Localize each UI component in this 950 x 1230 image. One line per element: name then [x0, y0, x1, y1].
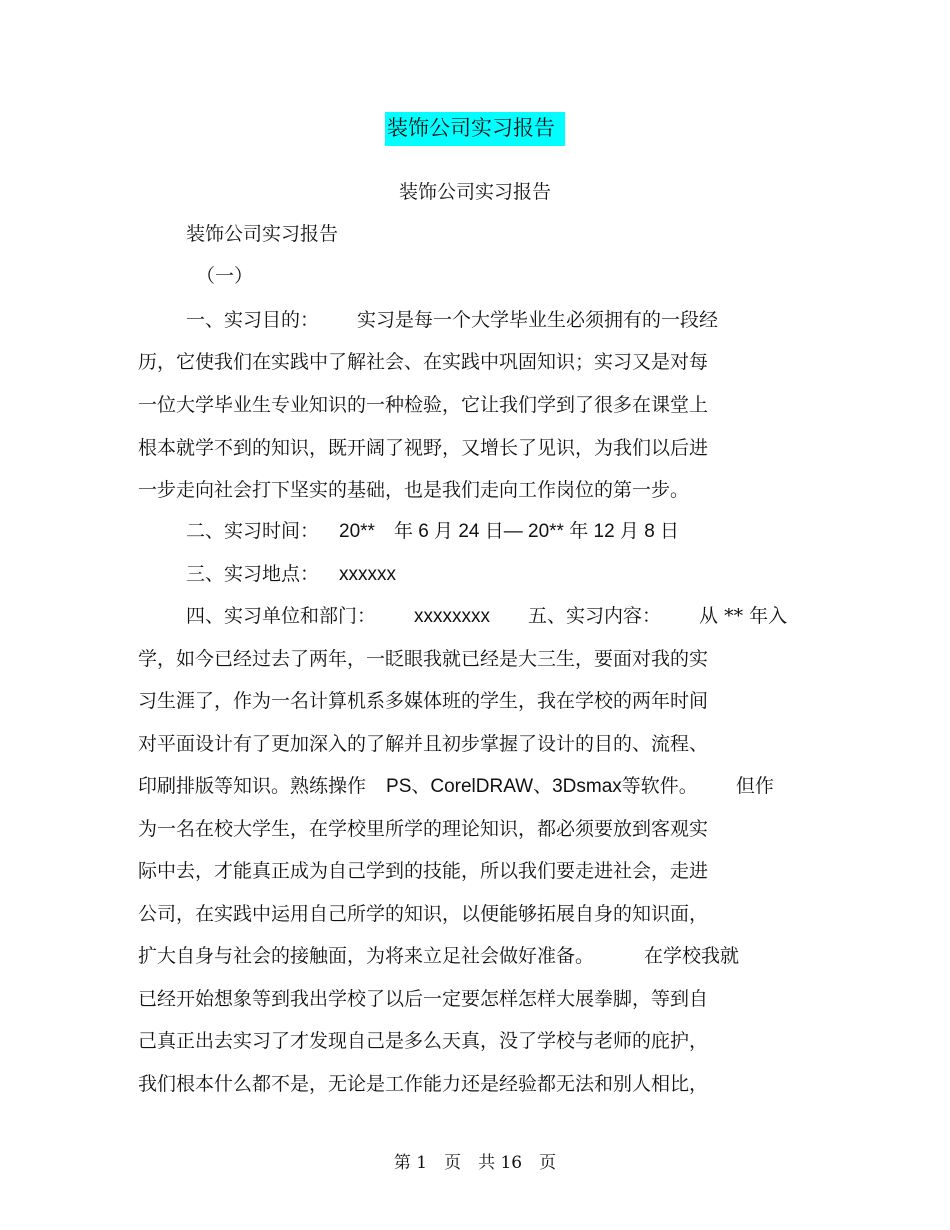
software-line — [138, 772, 818, 801]
unit-label: 四、实习单位和部门： — [186, 605, 377, 627]
document-subtitle: 装饰公司实习报告 — [398, 181, 551, 203]
place-label: 三、实习地点： — [186, 563, 320, 585]
time-label: 二、实习时间： — [186, 520, 320, 542]
unit-value: xxxxxxxx — [414, 606, 491, 627]
paragraph-line: 根本就学不到的知识，既开阔了视野，又增长了见识，为我们以后进 — [138, 437, 709, 459]
page-footer: 第 1 页 共 16 页 — [393, 1153, 557, 1173]
paragraph-line: 我们根本什么都不是，无论是工作能力还是经验都无法和别人相比， — [138, 1073, 709, 1095]
paragraph-line: 学，如今已经过去了两年，一眨眼我就已经是大三生，要面对我的实 — [138, 648, 709, 670]
place-value: xxxxxx — [339, 564, 397, 585]
content-first: 从 ** 年入 — [699, 605, 788, 627]
purpose-paragraph-line — [186, 306, 866, 334]
paragraph-line: 已经开始想象等到我出学校了以后一定要怎样怎样大展拳脚，等到自 — [138, 988, 709, 1010]
paragraph-line: 对平面设计有了更加深入的了解并且初步掌握了设计的目的、流程、 — [138, 733, 709, 755]
prepare-text: 扩大自身与社会的接触面，为将来立足社会做好准备。 — [138, 945, 595, 967]
paragraph-line: 己真正出去实习了才发现自己是多么天真，没了学校与老师的庇护， — [138, 1030, 709, 1052]
software-suffix: 等软件。 — [621, 775, 698, 797]
time-value: 20** 年 6 月 24 日— 20** 年 12 月 8 日 — [339, 521, 680, 542]
school-text: 在学校我就 — [644, 945, 740, 967]
paragraph-line: 际中去，才能真正成为自己学到的技能，所以我们要走进社会，走进 — [138, 860, 709, 882]
but-text: 但作 — [735, 775, 774, 797]
paragraph-line: 习生涯了，作为一名计算机系多媒体班的学生，我在学校的两年时间 — [138, 690, 709, 712]
document-title: 装饰公司实习报告 — [385, 112, 565, 146]
software-list: PS、CorelDRAW、3Dsmax — [386, 776, 622, 797]
purpose-label: 一、实习目的： — [186, 309, 320, 331]
paragraph-line: 为一名在校大学生，在学校里所学的理论知识，都必须要放到客观实 — [138, 818, 709, 840]
paragraph-line: 一步走向社会打下坚实的基础，也是我们走向工作岗位的第一步。 — [138, 479, 690, 501]
unit-content-line — [186, 602, 866, 631]
paragraph-line: 公司，在实践中运用自己所学的知识，以便能够拓展自身的知识面， — [138, 903, 709, 925]
paragraph-line: 历，它使我们在实践中了解社会、在实践中巩固知识；实习又是对每 — [138, 351, 709, 373]
section-heading: 装饰公司实习报告 — [186, 223, 339, 245]
place-line — [186, 560, 866, 589]
title-wrapper — [0, 112, 950, 146]
paragraph-line: 一位大学毕业生专业知识的一种检验，它让我们学到了很多在课堂上 — [138, 394, 709, 416]
purpose-text: 实习是每一个大学毕业生必须拥有的一段经 — [357, 309, 719, 331]
content-label: 五、实习内容： — [528, 605, 662, 627]
software-prefix: 印刷排版等知识。熟练操作 — [138, 775, 367, 797]
time-line — [186, 517, 866, 546]
prepare-line — [138, 942, 818, 970]
section-marker: （一） — [196, 265, 254, 287]
